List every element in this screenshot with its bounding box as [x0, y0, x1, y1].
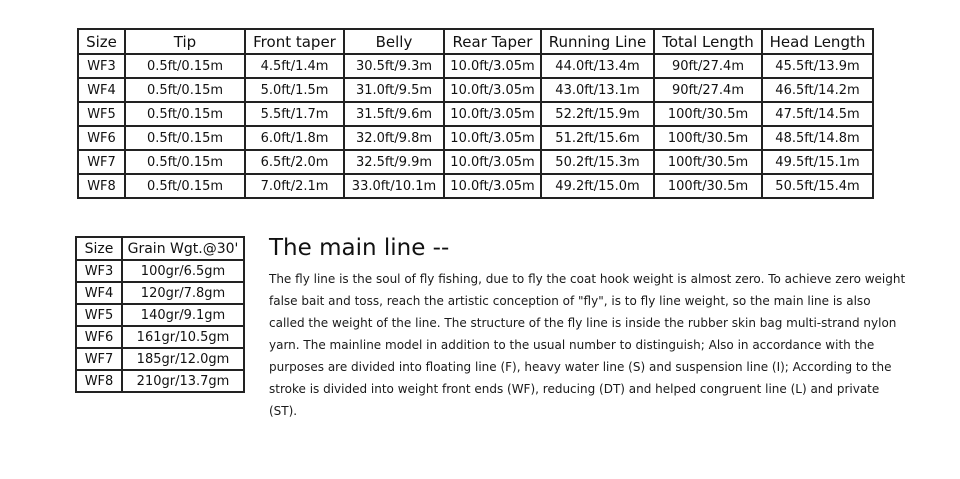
spec-cell-head-length: 50.5ft/15.4m: [762, 174, 873, 198]
grain-cell-size: WF6: [76, 326, 122, 348]
spec-cell-size: WF4: [78, 78, 125, 102]
spec-cell-front-taper: 6.0ft/1.8m: [245, 126, 344, 150]
spec-cell-size: WF5: [78, 102, 125, 126]
spec-cell-front-taper: 4.5ft/1.4m: [245, 54, 344, 78]
spec-cell-rear-taper: 10.0ft/3.05m: [444, 150, 541, 174]
spec-table-header-row: [78, 29, 873, 54]
spec-cell-total-length: 90ft/27.4m: [654, 78, 762, 102]
spec-cell-rear-taper: 10.0ft/3.05m: [444, 126, 541, 150]
article-body: The fly line is the soul of fly fishing, due to fly the coat hook weight is almost zero. To achieve zero weight false bait and toss, reach the artistic conception of "fly", is to fly line weight, so the main line is also called the weight of the line. The structure of the fly line is inside the rubber skin bag multi-strand nylon yarn. The mainline model in addition to the usual number to distinguish; Also in accordance with the purposes are divided into floating line (F), heavy water line (S) and suspension line (I); According to the stroke is divided into weight front ends (WF), reducing (DT) and helped congruent line (L) and private (ST).: [269, 272, 906, 418]
spec-cell-tip: 0.5ft/0.15m: [125, 54, 245, 78]
spec-header-total-length: Total Length: [654, 29, 762, 54]
spec-cell-running-line: 52.2ft/15.9m: [541, 102, 654, 126]
spec-cell-head-length: 49.5ft/15.1m: [762, 150, 873, 174]
grain-cell-weight: 120gr/7.8gm: [122, 282, 244, 304]
grain-cell-size: WF4: [76, 282, 122, 304]
spec-cell-total-length: 100ft/30.5m: [654, 102, 762, 126]
spec-cell-total-length: 100ft/30.5m: [654, 174, 762, 198]
spec-cell-head-length: 45.5ft/13.9m: [762, 54, 873, 78]
grain-table-row: [76, 282, 244, 304]
spec-header-running-line: Running Line: [541, 29, 654, 54]
grain-cell-size: WF3: [76, 260, 122, 282]
grain-table-row: [76, 370, 244, 392]
grain-cell-weight: 210gr/13.7gm: [122, 370, 244, 392]
spec-cell-tip: 0.5ft/0.15m: [125, 78, 245, 102]
spec-table-row: [78, 78, 873, 102]
spec-cell-head-length: 47.5ft/14.5m: [762, 102, 873, 126]
grain-table-row: [76, 260, 244, 282]
spec-cell-front-taper: 5.0ft/1.5m: [245, 78, 344, 102]
spec-header-belly: Belly: [344, 29, 444, 54]
spec-table-row: [78, 150, 873, 174]
spec-table-row: [78, 174, 873, 198]
spec-cell-rear-taper: 10.0ft/3.05m: [444, 78, 541, 102]
spec-cell-size: WF8: [78, 174, 125, 198]
grain-table-row: [76, 326, 244, 348]
spec-cell-tip: 0.5ft/0.15m: [125, 102, 245, 126]
spec-cell-front-taper: 6.5ft/2.0m: [245, 150, 344, 174]
spec-cell-belly: 30.5ft/9.3m: [344, 54, 444, 78]
spec-cell-running-line: 51.2ft/15.6m: [541, 126, 654, 150]
spec-table-row: [78, 126, 873, 150]
grain-header-weight: Grain Wgt.@30': [122, 237, 244, 260]
spec-cell-tip: 0.5ft/0.15m: [125, 150, 245, 174]
spec-cell-front-taper: 7.0ft/2.1m: [245, 174, 344, 198]
spec-cell-rear-taper: 10.0ft/3.05m: [444, 54, 541, 78]
spec-header-tip: Tip: [125, 29, 245, 54]
spec-cell-rear-taper: 10.0ft/3.05m: [444, 102, 541, 126]
grain-cell-size: WF5: [76, 304, 122, 326]
spec-cell-belly: 31.0ft/9.5m: [344, 78, 444, 102]
grain-table-row: [76, 304, 244, 326]
spec-cell-running-line: 50.2ft/15.3m: [541, 150, 654, 174]
spec-cell-total-length: 100ft/30.5m: [654, 150, 762, 174]
grain-cell-weight: 100gr/6.5gm: [122, 260, 244, 282]
spec-table-row: [78, 102, 873, 126]
spec-cell-tip: 0.5ft/0.15m: [125, 174, 245, 198]
spec-cell-tip: 0.5ft/0.15m: [125, 126, 245, 150]
spec-header-head-length: Head Length: [762, 29, 873, 54]
grain-table-header-row: [76, 237, 244, 260]
grain-weight-table: [75, 236, 245, 393]
spec-header-front-taper: Front taper: [245, 29, 344, 54]
grain-cell-weight: 185gr/12.0gm: [122, 348, 244, 370]
spec-cell-belly: 31.5ft/9.6m: [344, 102, 444, 126]
article-title: The main line --: [269, 235, 450, 261]
spec-cell-head-length: 46.5ft/14.2m: [762, 78, 873, 102]
grain-header-size: Size: [76, 237, 122, 260]
spec-cell-belly: 32.5ft/9.9m: [344, 150, 444, 174]
spec-cell-front-taper: 5.5ft/1.7m: [245, 102, 344, 126]
spec-cell-size: WF3: [78, 54, 125, 78]
spec-table-row: [78, 54, 873, 78]
spec-cell-total-length: 100ft/30.5m: [654, 126, 762, 150]
spec-cell-running-line: 43.0ft/13.1m: [541, 78, 654, 102]
spec-header-rear-taper: Rear Taper: [444, 29, 541, 54]
spec-cell-running-line: 49.2ft/15.0m: [541, 174, 654, 198]
fly-line-spec-table: [77, 28, 874, 199]
grain-cell-size: WF8: [76, 370, 122, 392]
grain-table-row: [76, 348, 244, 370]
spec-cell-belly: 32.0ft/9.8m: [344, 126, 444, 150]
spec-cell-head-length: 48.5ft/14.8m: [762, 126, 873, 150]
spec-header-size: Size: [78, 29, 125, 54]
spec-cell-total-length: 90ft/27.4m: [654, 54, 762, 78]
spec-cell-size: WF7: [78, 150, 125, 174]
spec-cell-running-line: 44.0ft/13.4m: [541, 54, 654, 78]
main-line-article: [269, 233, 909, 422]
spec-cell-size: WF6: [78, 126, 125, 150]
spec-cell-belly: 33.0ft/10.1m: [344, 174, 444, 198]
grain-cell-weight: 140gr/9.1gm: [122, 304, 244, 326]
grain-cell-size: WF7: [76, 348, 122, 370]
spec-cell-rear-taper: 10.0ft/3.05m: [444, 174, 541, 198]
grain-cell-weight: 161gr/10.5gm: [122, 326, 244, 348]
